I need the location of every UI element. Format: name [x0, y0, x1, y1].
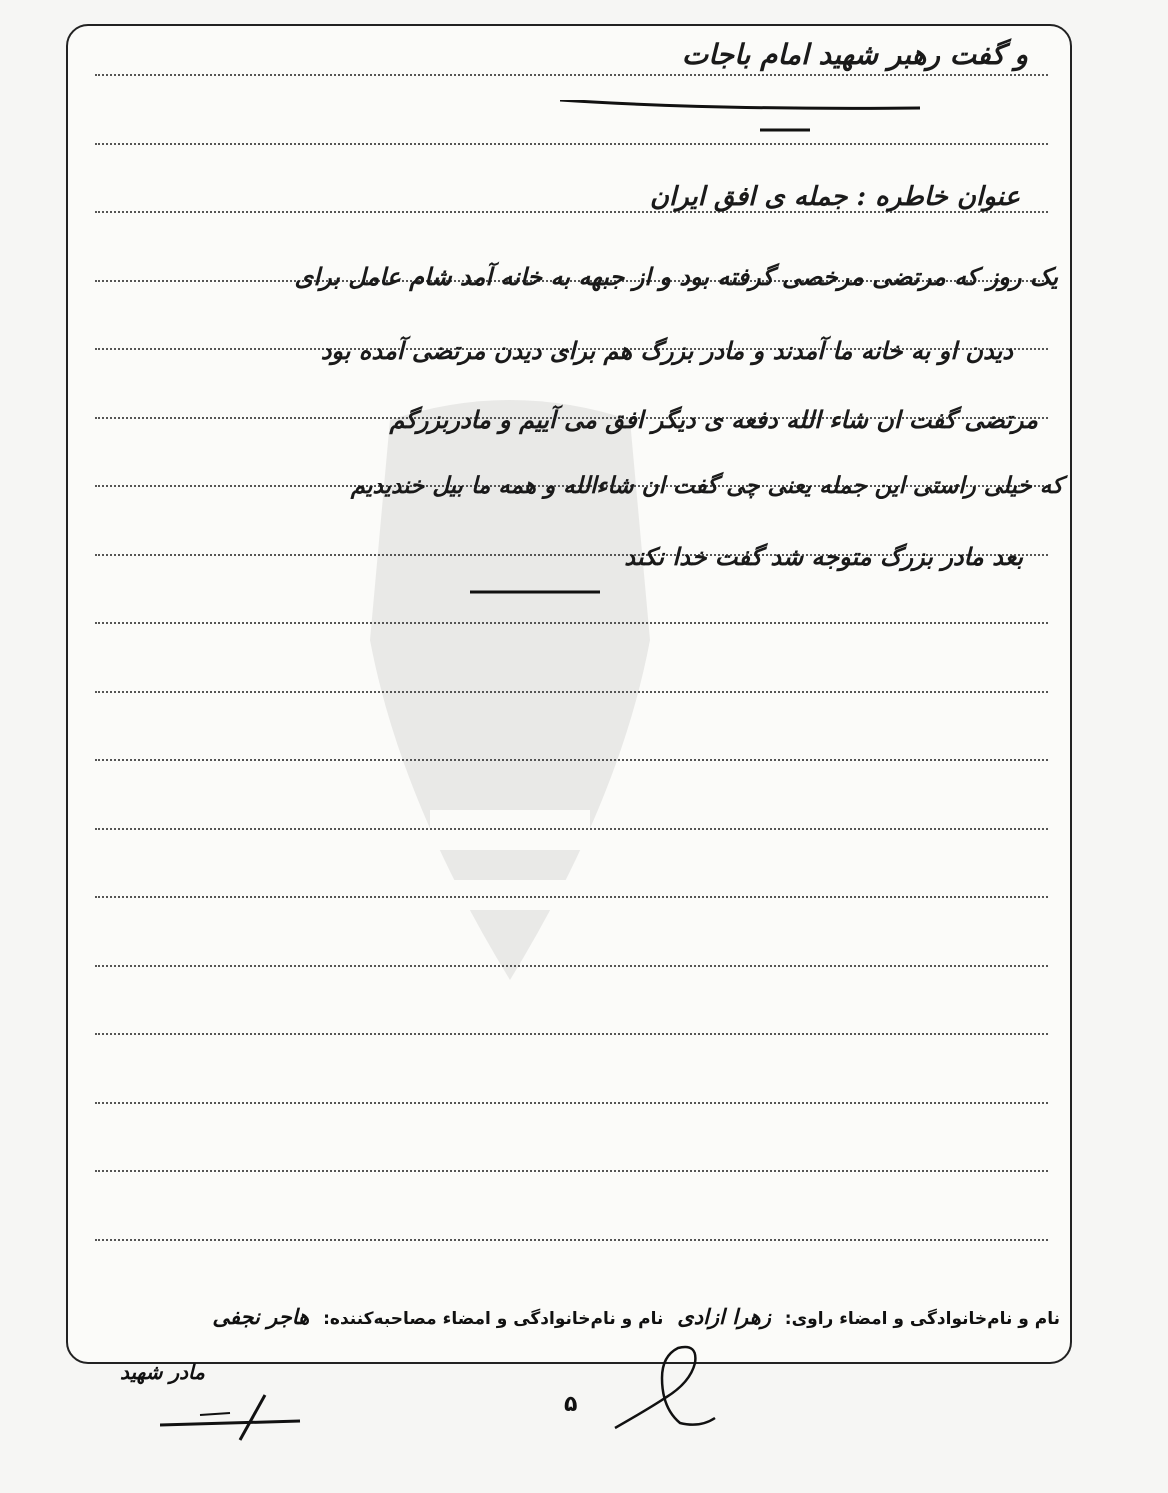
memory-title: عنوان خاطره : جمله ی افق ایران — [649, 182, 1020, 212]
interviewer-signature — [610, 1338, 720, 1433]
narrator-relation: مادر شهید — [120, 1360, 205, 1384]
interviewer-name: هاجر نجفی — [212, 1304, 310, 1329]
narrator-signature — [160, 1385, 310, 1445]
ruled-line — [95, 1170, 1048, 1172]
ruled-line — [95, 1239, 1048, 1241]
narrator-label: نام و نام‌خانوادگی و امضاء راوی: — [784, 1309, 1060, 1329]
text-line-3: مرتضی گفت ان شاء الله دفعه ی دیگر افق می آییم و مادربزرگم — [389, 405, 1038, 434]
ruled-line — [95, 759, 1048, 761]
ruled-line — [95, 828, 1048, 830]
page-number: ۵ — [564, 1392, 578, 1417]
text-line-5: بعد مادر بزرگ متوجه شد گفت خدا نکند — [624, 542, 1023, 571]
title-underline — [560, 100, 940, 140]
ruled-line — [95, 691, 1048, 693]
title-line: و گفت رهبر شهید امام باجات — [681, 38, 1028, 71]
interviewer-label: نام و نام‌خانوادگی و امضاء مصاحبه‌کننده: — [323, 1309, 664, 1329]
ruled-line — [95, 74, 1048, 76]
ruled-line — [95, 143, 1048, 145]
end-underline — [470, 584, 610, 600]
text-line-1: یک روز که مرتضی مرخصی گرفته بود و از جبهه به خانه آمد شام عامل برای — [294, 262, 1058, 291]
ruled-line — [95, 1033, 1048, 1035]
text-line-2: دیدن او به خانه ما آمدند و مادر بزرگ هم برای دیدن مرتضی آمده بود — [320, 336, 1013, 365]
ruled-line — [95, 965, 1048, 967]
ruled-line — [95, 896, 1048, 898]
narrator-name: زهرا ازادی — [677, 1304, 771, 1329]
text-line-4: که خیلی راستی این جمله یعنی چی گفت ان شاءالله و همه ما بیل خندیدیم — [350, 472, 1063, 499]
ruled-line — [95, 1102, 1048, 1104]
signature-footer — [90, 1304, 1060, 1329]
ruled-line — [95, 622, 1048, 624]
